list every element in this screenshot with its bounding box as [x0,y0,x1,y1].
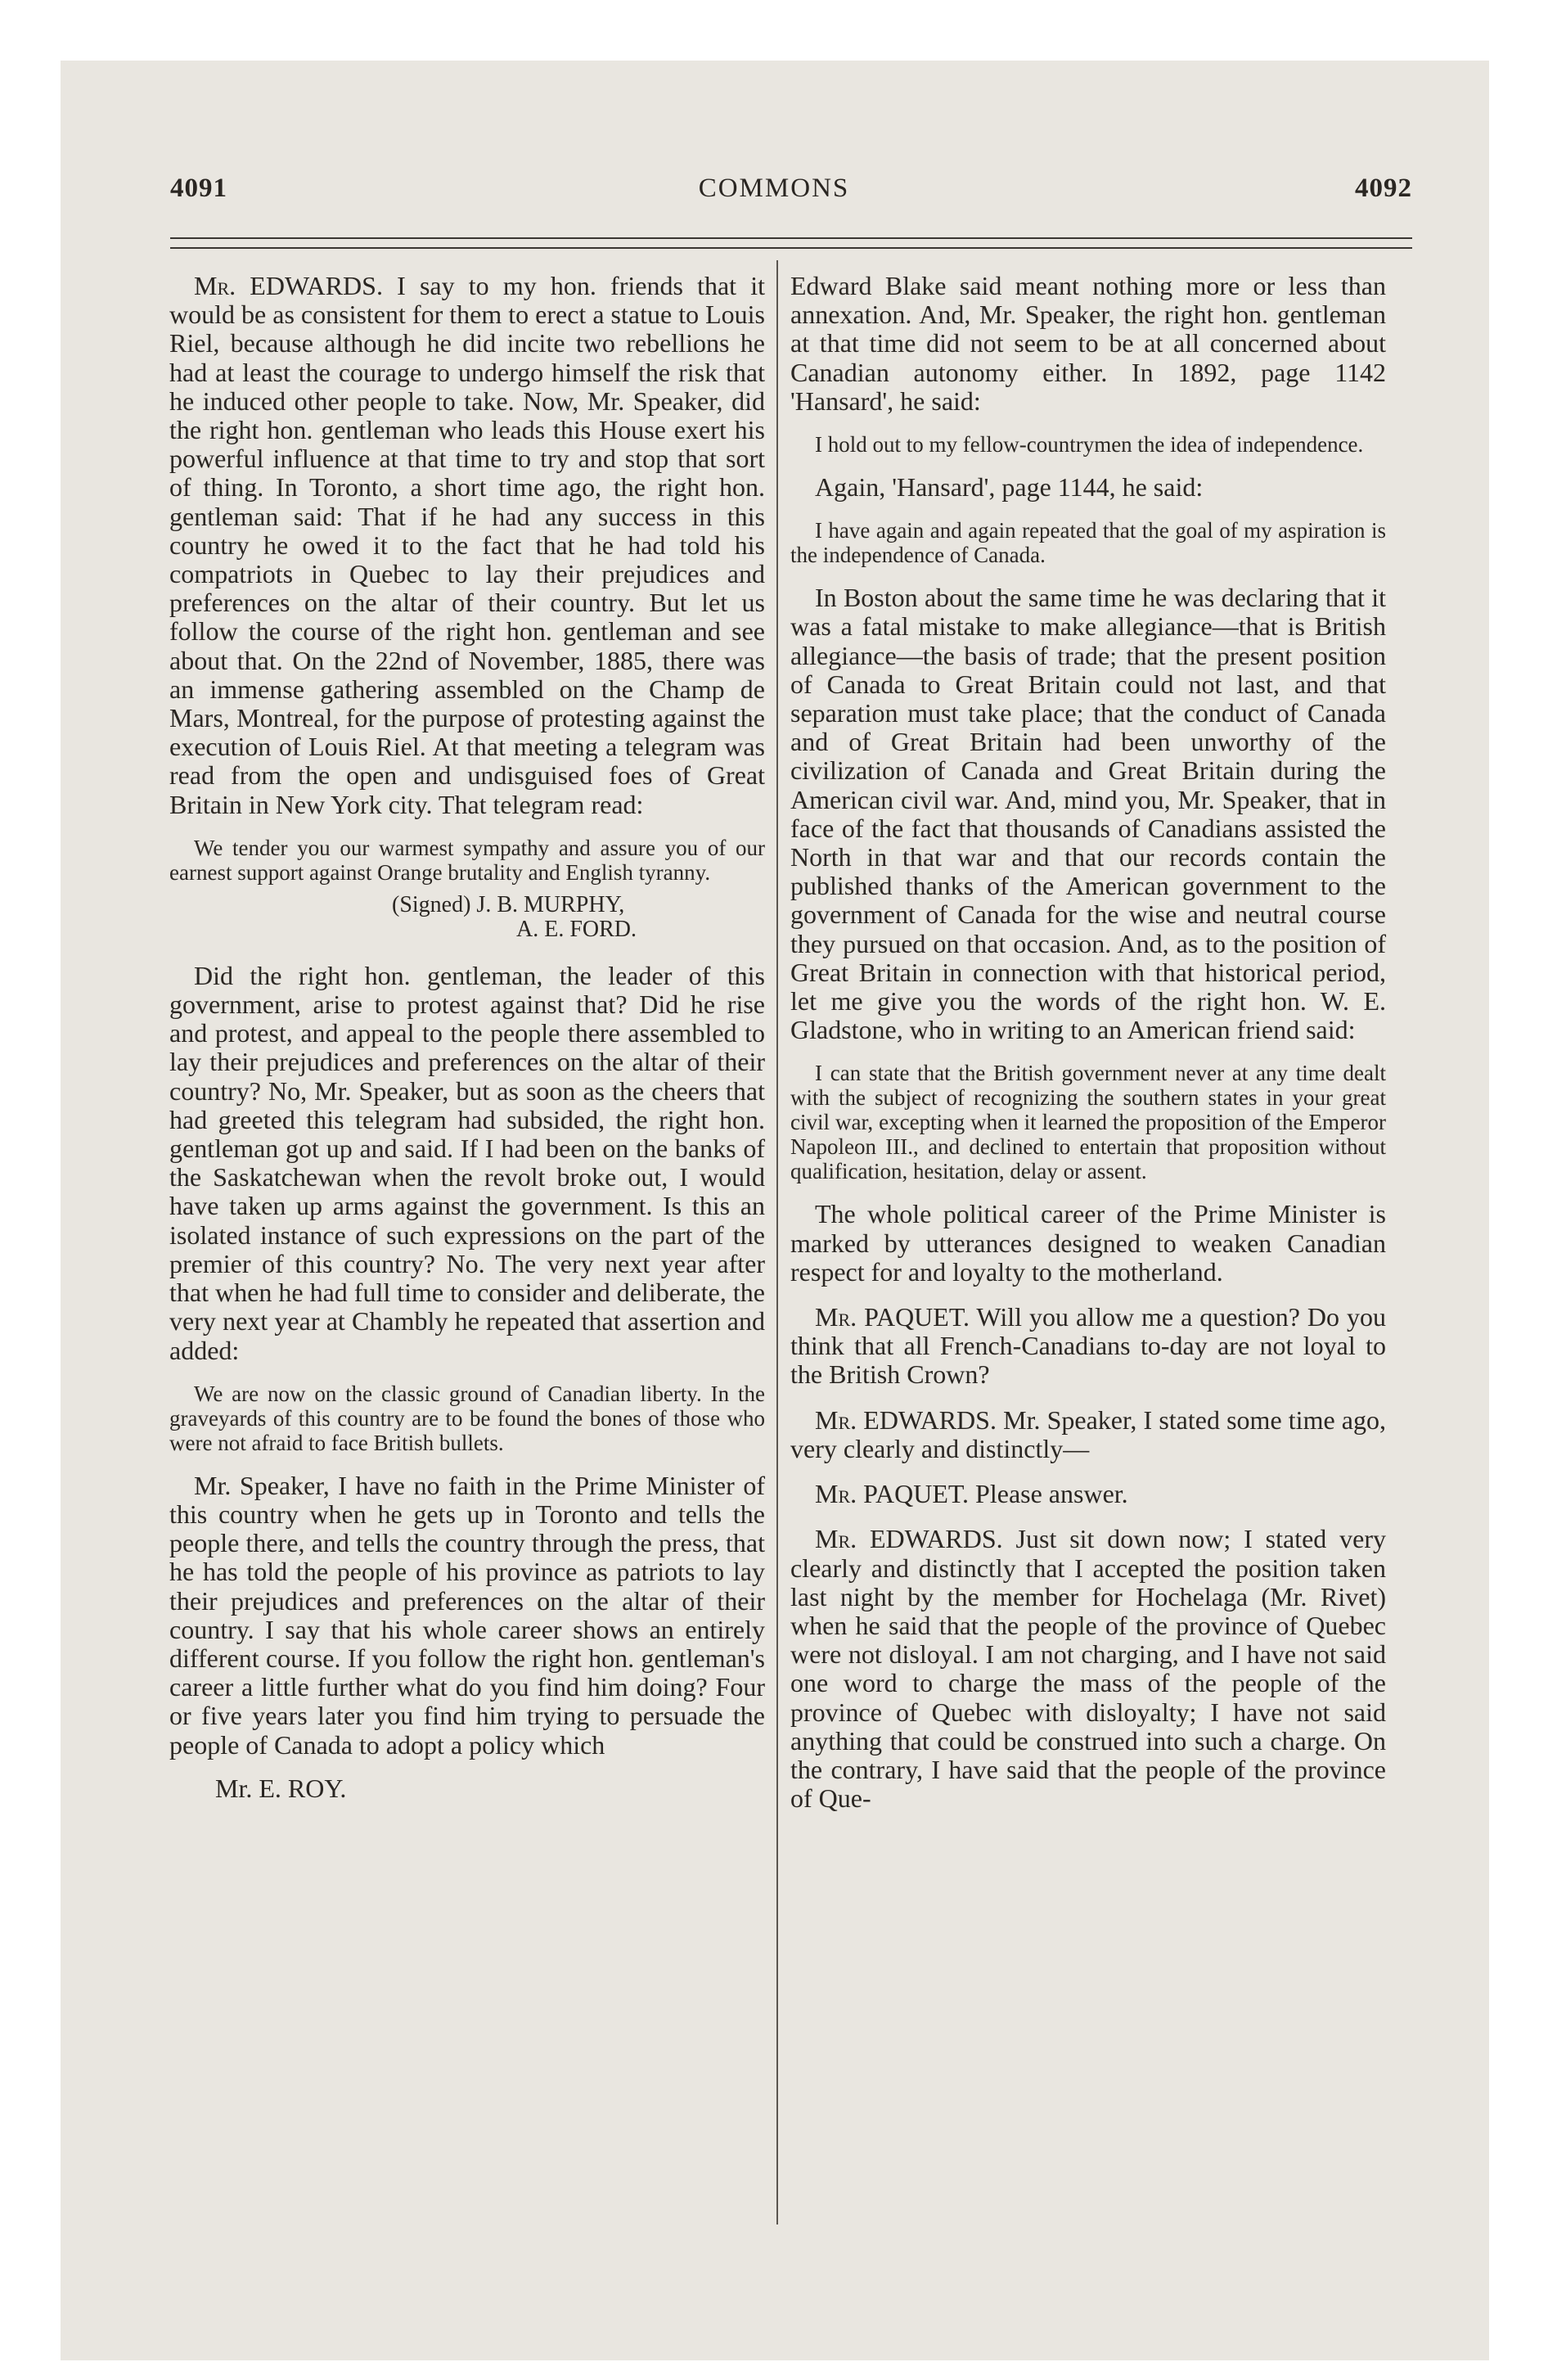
interjection-speaker: Mr. E. ROY. [215,1773,347,1803]
speech-paragraph: Did the right hon. gentleman, the leader of this government, arise to protest against that? Did he rise and protest, and appeal to the people there assembled to lay their prejudices and preferences on the altar of their country? No, Mr. Speaker, but as soon as the cheers that had greeted this telegram had subsided, the right hon. gentleman got up and said. If I had been on the banks of the Saskatchewan when the revolt broke out, I would have taken up arms against the government. Is this an isolated instance of such expressions on the part of the premier of this country? No. The very next year after that when he had full time to consider and deliberate, the very next year at Chambly he repeated that assertion and added: [169,960,765,1365]
column-divider [776,260,778,2224]
quoted-hansard: I have again and again repeated that the goal of my aspiration is the independence of Canada. [790,518,1386,568]
telegram-signature [169,893,765,942]
speaker-name: Mr. EDWARDS. [194,271,383,300]
speaker-name: Mr. EDWARDS. [815,1524,1003,1554]
speech-text: Mr. Speaker, I stated some time ago, very clearly and distinctly— [790,1404,1387,1463]
speech-paragraph: Edward Blake said meant nothing more or less than annexation. And, Mr. Speaker, the right hon. gentleman at that time did not seem to be at all concerned about Canadian autonomy either. In 1892, page 1142 'Hansard', he said: [790,271,1386,416]
header-rule-bottom [170,247,1412,249]
quoted-letter: I can state that the British government never at any time dealt with the subject of recognizing the southern states in your great civil war, excepting when it learned the proposition of the Emperor Napoleon III., and declined to entertain that proposition without qualification, hesitation, delay or assent. [790,1061,1386,1184]
speech-paragraph: The whole political career of the Prime Minister is marked by utterances designed to weaken Canadian respect for and loyalty to the motherland. [790,1199,1386,1287]
speaker-name: Mr. EDWARDS. [815,1404,997,1435]
page-number-right: 4092 [1355,174,1412,203]
speech-paragraph: Again, 'Hansard', page 1144, he said: [815,472,1204,503]
quoted-hansard: I hold out to my fellow-countrymen the idea of independence. [815,432,1364,458]
speech-text: Just sit down now; I stated very clearly and distinctly that I accepted the position taken last night by the member for Hochelaga (Mr. Rivet) when he said that the people of the province of Quebec were not disloyal. I am not charging, and I have not said one word to charge the mass of the people of the province of Quebec with disloyalty; I have not said anything that could be construed into such a charge. On the contrary, I have said that the people of the province of Que- [790,1524,1387,1814]
speech-text: Please answer. [975,1479,1128,1509]
speech-paragraph [790,1303,1386,1390]
speech-paragraph [790,1525,1386,1813]
speech-text: I say to my hon. friends that it would be as consistent for them to erect a statue to Louis Riel, because although he did incite two rebellions he had at least the courage to undergo himself the risk that he induced other people to take. Now, Mr. Speaker, did the right hon. gentleman who leads this House exert his powerful influence at that time to try and stop that sort of thing. In Toronto, a short time ago, the right hon. gentleman said: That if he had any success in this country he owed it to the fact that he had told his compatriots in Quebec to lay their prejudices and preferences on the altar of their country. But let us follow the course of the right hon. gentleman and see about that. On the 22nd of November, 1885, there was an immense gathering assembled on the Champ de Mars, Montreal, for the purpose of protesting against the execution of Louis Riel. At that meeting a telegram was read from the open and undisguised foes of Great Britain in New York city. That telegram read: [169,271,766,819]
quoted-speech: We are now on the classic ground of Canadian liberty. In the graveyards of this country are to be found the bones of those who were not afraid to face British bullets. [169,1381,765,1455]
left-column [169,272,765,1819]
page-title: COMMONS [698,174,850,203]
speech-paragraph [790,1480,1386,1508]
header-rule-top [170,237,1412,239]
signature-line: (Signed) J. B. MURPHY, [392,891,625,917]
speech-paragraph [169,272,765,819]
quoted-telegram: We tender you our warmest sympathy and assure you of our earnest support against Orange brutality and English tyranny. [169,835,765,885]
speech-text: Will you allow me a question? Do you think that all French-Canadians to-day are not loyal to the British Crown? [790,1302,1386,1390]
speech-paragraph: Mr. Speaker, I have no faith in the Prime Minister of this country when he gets up in Toronto and tells the people there, and tells the country through the press, that he has told the people of his province as patriots to lay their prejudices and preferences on the altar of their country. I say that his whole career shows an entirely different course. If you follow the right hon. gentleman's career a little further what do you find him doing? Four or five years later you find him trying to persuade the people of Canada to adopt a policy which [169,1470,765,1760]
speech-paragraph [790,1406,1386,1463]
right-column [790,272,1386,1829]
signature-line: A. E. FORD. [516,916,637,942]
speaker-name: Mr. PAQUET. [815,1479,970,1509]
speech-paragraph: In Boston about the same time he was declaring that it was a fatal mistake to make allegiance—that is British allegiance—the basis of trade; that the present position of Canada to Great Britain could not last, and that separation must take place; that the conduct of Canada and of Great Britain had been unworthy of the civilization of Canada and Great Britain during the American civil war. And, mind you, Mr. Speaker, that in face of the fact that thousands of Canadians assisted the North in that war and that our records contain the published thanks of the American government to the government of Canada for the wise and neutral course they pursued on that occasion. And, as to the position of Great Britain in connection with that historical period, let me give you the words of the right hon. W. E. Gladstone, who in writing to an American friend said: [790,583,1386,1045]
speaker-name: Mr. PAQUET. [815,1302,970,1332]
page-number-left: 4091 [170,174,227,203]
